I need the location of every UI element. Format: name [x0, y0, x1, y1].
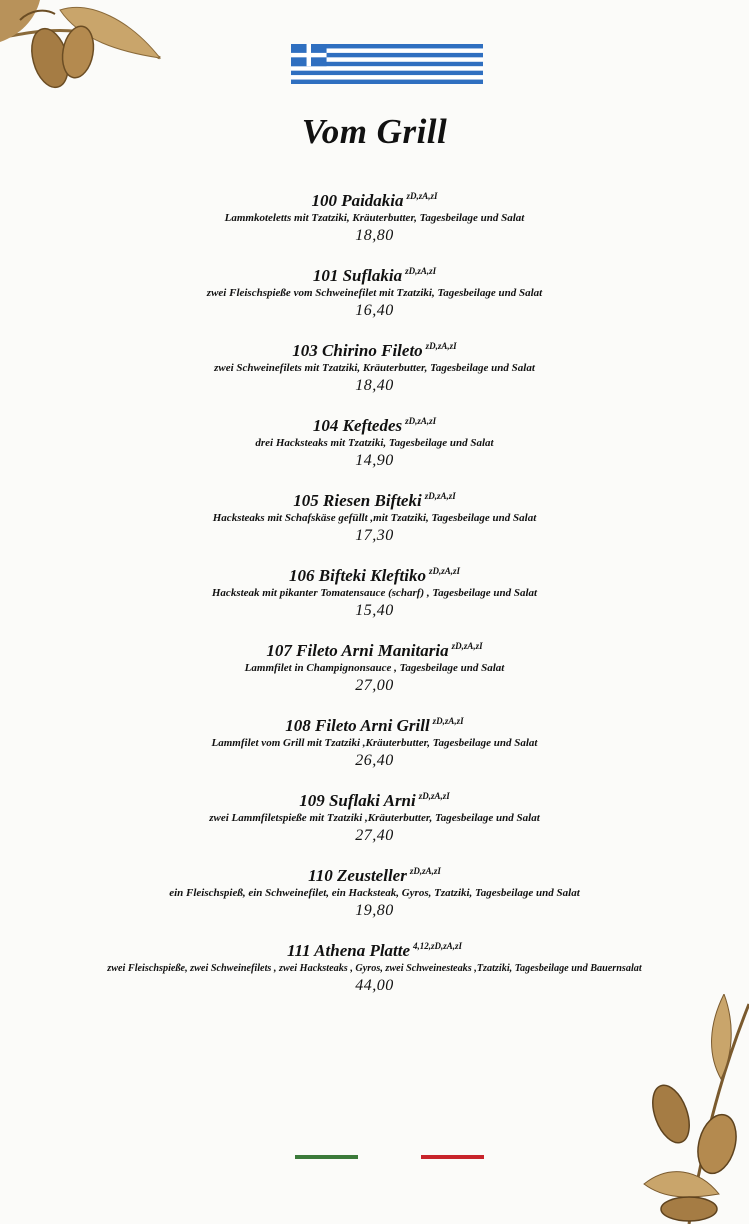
item-price: 27,40 — [355, 827, 394, 844]
item-price: 16,40 — [355, 302, 394, 319]
item-title: 109 Suflaki Arni — [299, 791, 416, 810]
olive-branch-icon — [629, 994, 749, 1224]
flag-stripe — [291, 75, 483, 80]
item-name — [0, 261, 749, 286]
item-price: 17,30 — [355, 527, 394, 544]
item-price: 44,00 — [355, 977, 394, 994]
item-name — [0, 411, 749, 436]
item-title: 111 Athena Platte — [286, 941, 411, 960]
item-title: 104 Keftedes — [312, 416, 403, 435]
allergen-codes: zD,zA,zI — [409, 866, 441, 876]
item-description: drei Hacksteaks mit Tzatziki, Tagesbeilage und Salat — [255, 437, 494, 449]
flag-stripe — [291, 80, 483, 84]
item-price: 26,40 — [355, 752, 394, 769]
greek-flag-icon — [291, 44, 483, 84]
menu-item — [0, 711, 749, 771]
item-name — [0, 861, 749, 886]
item-price: 19,80 — [355, 902, 394, 919]
item-description: Lammkoteletts mit Tzatziki, Kräuterbutter, Tagesbeilage und Salat — [224, 212, 525, 224]
menu-item — [0, 561, 749, 621]
item-title: 100 Paidakia — [311, 191, 404, 210]
flag-stripe — [291, 71, 483, 76]
item-title: 107 Fileto Arni Manitaria — [266, 641, 449, 660]
item-title: 106 Bifteki Kleftiko — [289, 566, 426, 585]
allergen-codes: zD,zA,zI — [418, 791, 450, 801]
menu-item — [0, 636, 749, 696]
divider-green — [295, 1155, 358, 1159]
allergen-codes: 4,12,zD,zA,zI — [413, 941, 463, 951]
item-name — [0, 186, 749, 211]
item-title: 105 Riesen Bifteki — [293, 491, 422, 510]
item-description: Lammfilet in Champignonsauce , Tagesbeilage und Salat — [244, 662, 505, 674]
section-title: Vom Grill — [301, 112, 448, 151]
item-description: Lammfilet vom Grill mit Tzatziki ,Kräuterbutter, Tagesbeilage und Salat — [211, 737, 538, 749]
menu-item — [0, 786, 749, 846]
item-price: 15,40 — [355, 602, 394, 619]
item-description: zwei Fleischspieße, zwei Schweinefilets , zwei Hacksteaks , Gyros, zwei Schweinesteaks ,Tzatziki, Tagesbeilage und Bauernsalat — [107, 963, 642, 974]
item-description: Hacksteak mit pikanter Tomatensauce (scharf) , Tagesbeilage und Salat — [211, 587, 538, 599]
item-name — [0, 711, 749, 736]
item-name — [0, 336, 749, 361]
item-description: zwei Lammfiletspieße mit Tzatziki ,Kräuterbutter, Tagesbeilage und Salat — [209, 812, 540, 824]
item-price: 18,80 — [355, 227, 394, 244]
menu-item — [0, 411, 749, 471]
allergen-codes: zD,zA,zI — [451, 641, 483, 651]
item-name — [0, 636, 749, 661]
menu-item — [0, 186, 749, 246]
menu-item — [0, 936, 749, 996]
menu-item — [0, 486, 749, 546]
flag-stripe — [291, 66, 483, 71]
item-description: zwei Schweinefilets mit Tzatziki, Kräuterbutter, Tagesbeilage und Salat — [214, 362, 535, 374]
item-description: ein Fleischspieß, ein Schweinefilet, ein Hacksteak, Gyros, Tzatziki, Tagesbeilage und Salat — [169, 887, 580, 899]
item-description: zwei Fleischspieße vom Schweinefilet mit Tzatziki, Tagesbeilage und Salat — [206, 287, 543, 299]
item-name — [0, 486, 749, 511]
item-title: 108 Fileto Arni Grill — [285, 716, 430, 735]
allergen-codes: zD,zA,zI — [425, 341, 457, 351]
menu-item — [0, 261, 749, 321]
menu-item — [0, 336, 749, 396]
menu-item — [0, 861, 749, 921]
item-price: 27,00 — [355, 677, 394, 694]
item-description: Hacksteaks mit Schafskäse gefüllt ,mit Tzatziki, Tagesbeilage und Salat — [212, 512, 537, 524]
allergen-codes: zD,zA,zI — [432, 716, 464, 726]
item-title: 101 Suflakia — [312, 266, 403, 285]
allergen-codes: zD,zA,zI — [406, 191, 438, 201]
allergen-codes: zD,zA,zI — [405, 266, 437, 276]
item-title: 110 Zeusteller — [308, 866, 407, 885]
item-price: 14,90 — [355, 452, 394, 469]
divider-red — [421, 1155, 484, 1159]
allergen-codes: zD,zA,zI — [424, 491, 456, 501]
item-name — [0, 936, 749, 961]
allergen-codes: zD,zA,zI — [428, 566, 460, 576]
allergen-codes: zD,zA,zI — [405, 416, 437, 426]
item-name — [0, 786, 749, 811]
item-price: 18,40 — [355, 377, 394, 394]
olive-branch-icon — [0, 0, 170, 110]
item-name — [0, 561, 749, 586]
item-title: 103 Chirino Fileto — [292, 341, 423, 360]
